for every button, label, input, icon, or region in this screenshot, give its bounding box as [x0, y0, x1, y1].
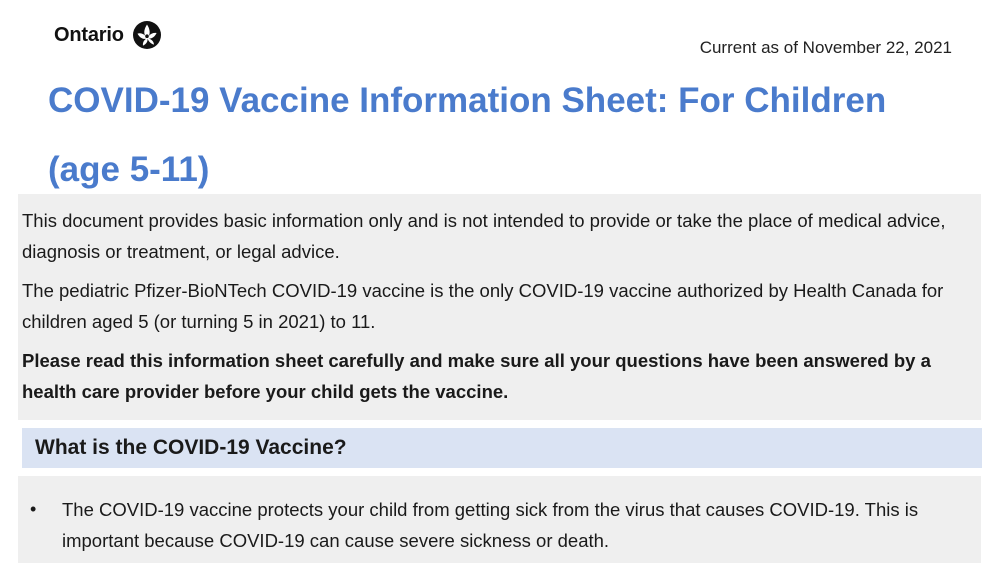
bullet-text: The COVID-19 vaccine protects your child from getting sick from the virus that causes COVID-19. This is important because COVID-19 can cause severe sickness or death. [62, 499, 919, 551]
intro-panel [18, 194, 981, 420]
current-as-of-date: Current as of November 22, 2021 [699, 38, 952, 57]
ontario-logo [54, 20, 162, 50]
section-header [22, 428, 982, 468]
disclaimer-paragraph: This document provides basic information only and is not intended to provide or take the place of medical advice, diagnosis or treatment, or legal advice. [22, 210, 946, 262]
read-carefully-paragraph: Please read this information sheet carefully and make sure all your questions have been answered by a health care provider before your child gets the vaccine. [22, 350, 931, 402]
authorization-paragraph: The pediatric Pfizer-BioNTech COVID-19 vaccine is the only COVID-19 vaccine authorized by Health Canada for children aged 5 (or turning 5 in 2021) to 11. [22, 280, 944, 332]
bullet-marker: • [30, 499, 37, 519]
ontario-trillium-icon [132, 20, 162, 50]
logo-text: Ontario [54, 23, 124, 46]
list-item [30, 494, 970, 556]
section-body [18, 476, 981, 563]
page-title: COVID-19 Vaccine Information Sheet: For Children (age 5-11) [48, 81, 887, 189]
section-heading: What is the COVID-19 Vaccine? [35, 436, 347, 459]
